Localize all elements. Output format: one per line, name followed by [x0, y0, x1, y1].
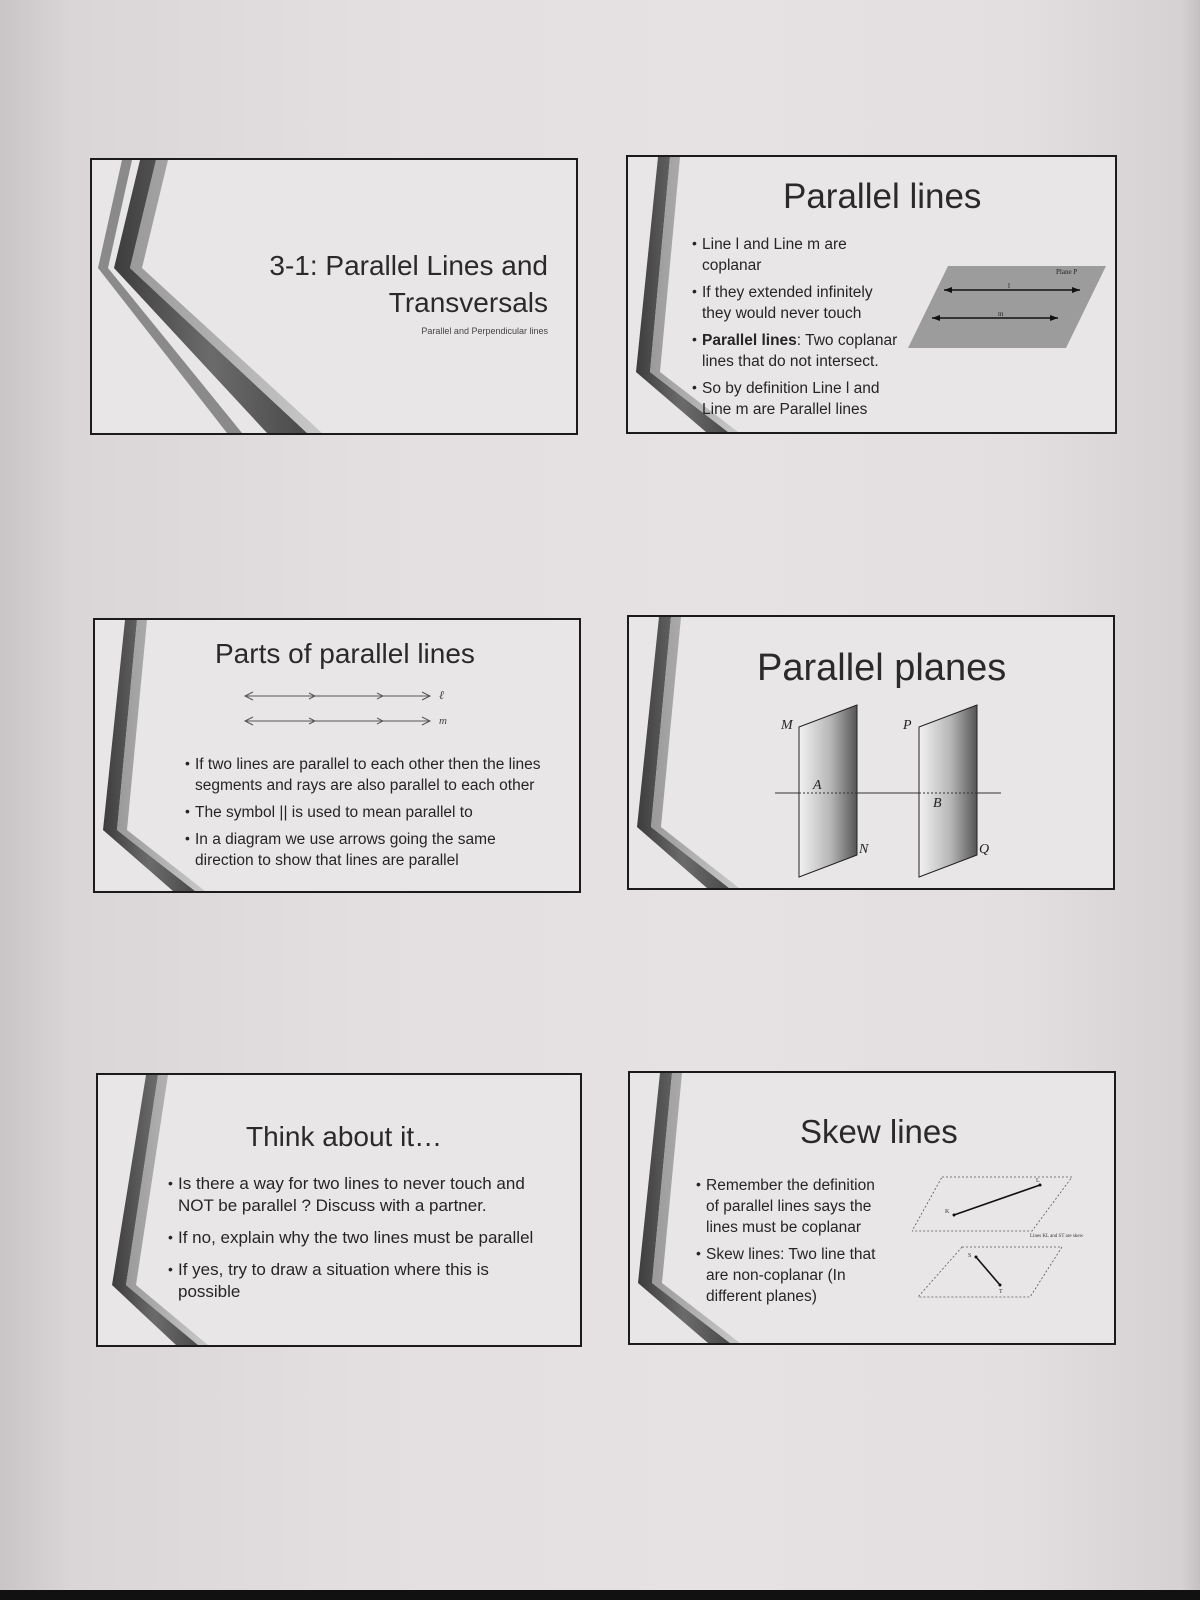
slide-title: [90, 158, 578, 435]
bullet-item: • In a diagram we use arrows going the same direction to show that lines are parallel: [185, 829, 581, 871]
bullet-list: [692, 234, 912, 426]
bullet-list: [185, 754, 581, 877]
bullet-item: • If they extended infinitely they would never touch: [692, 282, 912, 324]
slide-title: Think about it…: [246, 1121, 443, 1152]
slide-think-about-it: [96, 1073, 582, 1347]
bullet-item: • If yes, try to draw a situation where this is possible: [168, 1259, 578, 1303]
plane-label-m: M: [781, 718, 793, 733]
parallel-lines-plane-figure: [908, 262, 1108, 352]
slide-title: Parts of parallel lines: [215, 638, 475, 669]
bullet-item: • The symbol || is used to mean parallel to: [185, 802, 581, 823]
plane-label: Plane P: [1056, 268, 1078, 276]
skew-caption: Lines KL and ST are skew: [1030, 1234, 1084, 1239]
slide-title-line-2: Transversals: [388, 287, 548, 318]
point-label-a: A: [813, 778, 822, 793]
line-m-label: m: [439, 715, 447, 727]
bullet-item: • So by definition Line l and Line m are Parallel lines: [692, 378, 912, 420]
bullet-item: • Is there a way for two lines to never touch and NOT be parallel ? Discuss with a partner.: [168, 1173, 578, 1217]
bullet-list: [696, 1175, 916, 1313]
bullet-item: • Remember the definition of parallel lines says the lines must be coplanar: [696, 1175, 916, 1238]
bullet-item: • Line l and Line m are coplanar: [692, 234, 912, 276]
line-m-label: m: [998, 310, 1004, 318]
skew-lines-figure: [912, 1169, 1112, 1305]
bullet-item: • If two lines are parallel to each other then the lines segments and rays are also parallel to each other: [185, 754, 581, 796]
plane-label-p: P: [903, 718, 912, 733]
slide-parallel-planes: [627, 615, 1115, 890]
bullet-item: • Skew lines: Two line that are non-coplanar (In different planes): [696, 1244, 916, 1307]
slide-skew-lines: [628, 1071, 1116, 1345]
plane-label-q: Q: [979, 842, 990, 857]
parallel-arrows-figure: [235, 684, 475, 734]
point-label-l: L: [1036, 1178, 1040, 1184]
slide-parts-of-parallel-lines: [93, 618, 581, 893]
plane-label-n: N: [859, 842, 869, 857]
point-label-b: B: [933, 796, 942, 811]
parallel-planes-figure: [769, 699, 1009, 879]
bullet-list: [168, 1173, 578, 1313]
slide-title: Parallel lines: [783, 177, 982, 216]
line-l-label: ℓ: [439, 688, 444, 702]
bullet-item: • If no, explain why the two lines must be parallel: [168, 1227, 578, 1249]
point-label-s: S: [968, 1253, 972, 1259]
page-shadow: [1182, 0, 1200, 1600]
point-label-t: T: [999, 1289, 1003, 1295]
line-l-label: l: [1008, 282, 1010, 290]
slide-parallel-lines: [626, 155, 1117, 434]
slide-title-line-1: 3-1: Parallel Lines and: [269, 250, 548, 281]
slide-subtitle: Parallel and Perpendicular lines: [421, 326, 548, 336]
bullet-item: • Parallel lines: Two coplanar lines that do not intersect.: [692, 330, 912, 372]
page-bottom-edge: [0, 1590, 1200, 1600]
point-label-k: K: [945, 1209, 950, 1215]
slide-title: Skew lines: [800, 1113, 958, 1150]
slide-title: Parallel planes: [757, 647, 1007, 689]
